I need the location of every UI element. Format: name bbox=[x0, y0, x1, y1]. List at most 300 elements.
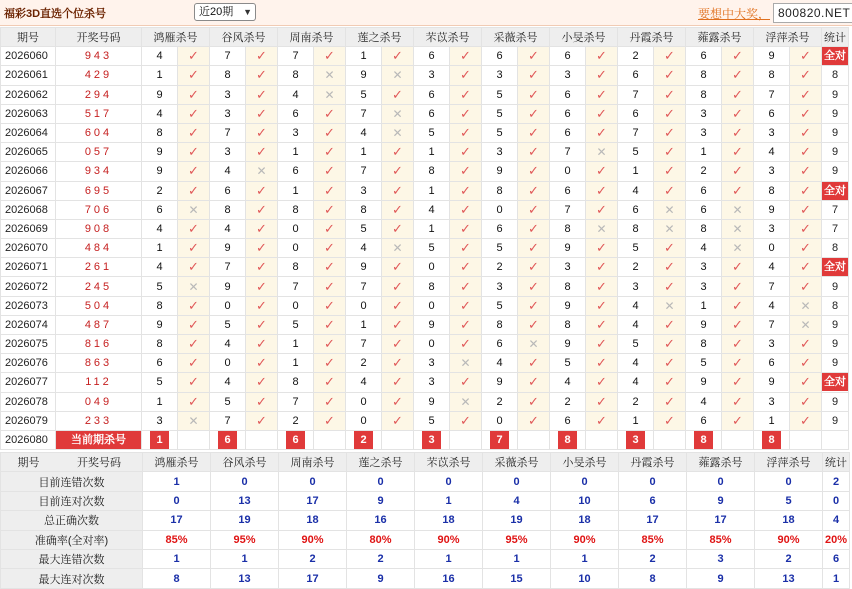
kill-number-cell: 6 bbox=[618, 104, 654, 123]
kill-number-cell: 4 bbox=[754, 296, 790, 315]
check-icon: ✓ bbox=[596, 86, 607, 102]
check-icon: ✓ bbox=[528, 67, 539, 83]
stats-value: 8 bbox=[619, 569, 687, 588]
period-cell: 2026060 bbox=[1, 47, 56, 66]
period-cell: 2026074 bbox=[1, 315, 56, 334]
check-icon: ✓ bbox=[528, 201, 539, 217]
check-icon: ✓ bbox=[188, 393, 199, 409]
result-mark-cell bbox=[722, 143, 754, 162]
result-mark-cell bbox=[246, 85, 278, 104]
cross-icon: ✕ bbox=[664, 221, 675, 236]
check-icon: ✓ bbox=[324, 393, 335, 409]
column-header: 统计 bbox=[822, 28, 849, 47]
result-mark-cell bbox=[178, 200, 210, 219]
kill-number-cell: 1 bbox=[346, 143, 382, 162]
kill-number-cell: 3 bbox=[414, 66, 450, 85]
column-header: 莲之杀号 bbox=[347, 453, 415, 472]
result-mark-cell bbox=[314, 296, 346, 315]
result-mark-cell bbox=[654, 219, 686, 238]
period-cell: 2026070 bbox=[1, 239, 56, 258]
kill-number-cell: 1 bbox=[686, 296, 722, 315]
column-header: 丹霞杀号 bbox=[619, 453, 687, 472]
kill-number-cell: 6 bbox=[754, 354, 790, 373]
stats-value: 15 bbox=[483, 569, 551, 588]
kill-number-cell: 6 bbox=[550, 123, 586, 142]
blank-cell bbox=[790, 430, 822, 449]
stats-value: 16 bbox=[415, 569, 483, 588]
result-mark-cell bbox=[722, 200, 754, 219]
check-icon: ✓ bbox=[664, 355, 675, 371]
kill-number-cell: 1 bbox=[278, 181, 314, 200]
column-header: 鸿雁杀号 bbox=[142, 28, 210, 47]
check-icon: ✓ bbox=[188, 67, 199, 83]
result-mark-cell bbox=[790, 411, 822, 430]
result-mark-cell bbox=[178, 181, 210, 200]
stats-value: 3 bbox=[687, 549, 755, 568]
check-icon: ✓ bbox=[256, 144, 267, 160]
kill-number-cell: 9 bbox=[142, 162, 178, 181]
blank-cell bbox=[178, 430, 210, 449]
kill-number-cell: 0 bbox=[482, 200, 518, 219]
table-row bbox=[1, 335, 849, 354]
kill-number-cell: 1 bbox=[278, 143, 314, 162]
stats-value: 2 bbox=[347, 549, 415, 568]
check-icon: ✓ bbox=[392, 163, 403, 179]
kill-number-cell: 7 bbox=[278, 47, 314, 66]
check-icon: ✓ bbox=[800, 48, 811, 64]
kill-number-cell: 4 bbox=[618, 354, 654, 373]
kill-number-cell: 3 bbox=[210, 143, 246, 162]
period-cell: 2026068 bbox=[1, 200, 56, 219]
kill-number-cell: 3 bbox=[210, 104, 246, 123]
check-icon: ✓ bbox=[256, 86, 267, 102]
result-mark-cell bbox=[178, 47, 210, 66]
kill-number-cell: 4 bbox=[618, 373, 654, 392]
result-mark-cell bbox=[790, 219, 822, 238]
kill-number-cell: 7 bbox=[210, 47, 246, 66]
stats-value: 10 bbox=[551, 569, 619, 588]
result-mark-cell bbox=[654, 200, 686, 219]
column-header: 鸿雁杀号 bbox=[143, 453, 211, 472]
blank-cell bbox=[654, 430, 686, 449]
stat-cell bbox=[822, 181, 849, 200]
result-mark-cell bbox=[314, 335, 346, 354]
result-mark-cell bbox=[178, 162, 210, 181]
kill-number-cell: 6 bbox=[686, 411, 722, 430]
kill-number-cell: 8 bbox=[278, 258, 314, 277]
kill-number-cell: 0 bbox=[482, 411, 518, 430]
check-icon: ✓ bbox=[392, 278, 403, 294]
kill-number-cell: 7 bbox=[618, 85, 654, 104]
check-icon: ✓ bbox=[460, 201, 471, 217]
table-row bbox=[1, 354, 849, 373]
result-mark-cell bbox=[246, 239, 278, 258]
kill-number-cell: 5 bbox=[278, 315, 314, 334]
table-row bbox=[1, 239, 849, 258]
cross-icon: ✕ bbox=[460, 394, 471, 409]
result-mark-cell bbox=[518, 373, 550, 392]
check-icon: ✓ bbox=[528, 105, 539, 121]
kill-number-cell: 6 bbox=[618, 200, 654, 219]
kill-number-cell: 2 bbox=[278, 411, 314, 430]
check-icon: ✓ bbox=[596, 278, 607, 294]
current-kill-cell bbox=[550, 430, 586, 449]
check-icon: ✓ bbox=[800, 182, 811, 198]
result-mark-cell bbox=[178, 392, 210, 411]
check-icon: ✓ bbox=[392, 48, 403, 64]
result-mark-cell bbox=[586, 85, 618, 104]
check-icon: ✓ bbox=[324, 259, 335, 275]
check-icon: ✓ bbox=[460, 278, 471, 294]
result-mark-cell bbox=[382, 181, 414, 200]
current-kill-badge: 6 bbox=[286, 431, 304, 449]
kill-number-cell: 8 bbox=[686, 85, 722, 104]
result-mark-cell bbox=[654, 392, 686, 411]
kill-number-cell: 6 bbox=[414, 85, 450, 104]
result-mark-cell bbox=[518, 315, 550, 334]
result-mark-cell bbox=[450, 200, 482, 219]
cross-icon: ✕ bbox=[392, 106, 403, 121]
stat-cell: 8 bbox=[822, 239, 849, 258]
kill-number-cell: 9 bbox=[210, 239, 246, 258]
check-icon: ✓ bbox=[732, 412, 743, 428]
stats-label: 准确率(全对率) bbox=[1, 530, 143, 549]
check-icon: ✓ bbox=[460, 105, 471, 121]
current-kill-cell bbox=[482, 430, 518, 449]
stat-cell: 9 bbox=[822, 123, 849, 142]
result-mark-cell bbox=[450, 181, 482, 200]
result-mark-cell bbox=[314, 239, 346, 258]
stats-value: 85% bbox=[143, 530, 211, 549]
check-icon: ✓ bbox=[460, 48, 471, 64]
result-mark-cell bbox=[450, 354, 482, 373]
result-mark-cell bbox=[790, 258, 822, 277]
result-mark-cell bbox=[790, 85, 822, 104]
check-icon: ✓ bbox=[800, 374, 811, 390]
kill-number-cell: 5 bbox=[414, 411, 450, 430]
kill-number-cell: 2 bbox=[618, 258, 654, 277]
result-mark-cell bbox=[450, 258, 482, 277]
result-mark-cell bbox=[790, 239, 822, 258]
current-period-row bbox=[1, 430, 849, 449]
check-icon: ✓ bbox=[800, 278, 811, 294]
kill-number-cell: 5 bbox=[482, 85, 518, 104]
kill-number-cell: 8 bbox=[142, 123, 178, 142]
check-icon: ✓ bbox=[324, 297, 335, 313]
result-mark-cell bbox=[654, 296, 686, 315]
result-mark-cell bbox=[518, 258, 550, 277]
table-row bbox=[1, 200, 849, 219]
kill-number-cell: 0 bbox=[346, 296, 382, 315]
check-icon: ✓ bbox=[324, 220, 335, 236]
stats-value: 0 bbox=[143, 491, 211, 510]
result-mark-cell bbox=[382, 258, 414, 277]
kill-number-cell: 8 bbox=[686, 335, 722, 354]
kill-number-cell: 7 bbox=[346, 162, 382, 181]
stats-value: 85% bbox=[619, 530, 687, 549]
result-mark-cell bbox=[314, 181, 346, 200]
check-icon: ✓ bbox=[392, 374, 403, 390]
kill-number-cell: 2 bbox=[686, 162, 722, 181]
result-mark-cell bbox=[518, 123, 550, 142]
kill-number-cell: 5 bbox=[550, 354, 586, 373]
kill-number-cell: 3 bbox=[550, 258, 586, 277]
kill-number-cell: 4 bbox=[142, 219, 178, 238]
stats-value: 90% bbox=[755, 530, 823, 549]
kill-number-cell: 5 bbox=[142, 277, 178, 296]
top-bar bbox=[0, 0, 852, 26]
result-mark-cell bbox=[586, 411, 618, 430]
kill-number-cell: 4 bbox=[346, 239, 382, 258]
check-icon: ✓ bbox=[188, 48, 199, 64]
table-row bbox=[1, 143, 849, 162]
stats-value: 19 bbox=[483, 511, 551, 530]
draw-number-cell: 908 bbox=[56, 219, 142, 238]
check-icon: ✓ bbox=[460, 240, 471, 256]
check-icon: ✓ bbox=[256, 201, 267, 217]
stats-value: 10 bbox=[551, 491, 619, 510]
stats-value: 1 bbox=[143, 549, 211, 568]
check-icon: ✓ bbox=[528, 297, 539, 313]
check-icon: ✓ bbox=[256, 336, 267, 352]
result-mark-cell bbox=[178, 123, 210, 142]
stats-value: 2 bbox=[619, 549, 687, 568]
result-mark-cell bbox=[586, 315, 618, 334]
check-icon: ✓ bbox=[460, 374, 471, 390]
result-mark-cell bbox=[450, 411, 482, 430]
result-mark-cell bbox=[722, 219, 754, 238]
table-row bbox=[1, 219, 849, 238]
result-mark-cell bbox=[178, 411, 210, 430]
stats-value: 1 bbox=[211, 549, 279, 568]
kill-number-cell: 8 bbox=[686, 219, 722, 238]
check-icon: ✓ bbox=[800, 220, 811, 236]
check-icon: ✓ bbox=[460, 86, 471, 102]
stats-label: 总正确次数 bbox=[1, 511, 143, 530]
kill-number-cell: 8 bbox=[482, 315, 518, 334]
result-mark-cell bbox=[722, 411, 754, 430]
result-mark-cell bbox=[790, 47, 822, 66]
check-icon: ✓ bbox=[256, 393, 267, 409]
check-icon: ✓ bbox=[732, 278, 743, 294]
kill-number-cell: 8 bbox=[142, 335, 178, 354]
result-mark-cell bbox=[246, 143, 278, 162]
result-mark-cell bbox=[654, 258, 686, 277]
check-icon: ✓ bbox=[256, 297, 267, 313]
result-mark-cell bbox=[450, 392, 482, 411]
check-icon: ✓ bbox=[324, 144, 335, 160]
stats-row bbox=[1, 511, 850, 530]
kill-number-cell: 8 bbox=[414, 277, 450, 296]
kill-number-cell: 0 bbox=[346, 392, 382, 411]
result-mark-cell bbox=[518, 296, 550, 315]
blank-cell bbox=[246, 430, 278, 449]
result-mark-cell bbox=[518, 104, 550, 123]
kill-number-cell: 3 bbox=[482, 277, 518, 296]
check-icon: ✓ bbox=[324, 48, 335, 64]
result-mark-cell bbox=[586, 373, 618, 392]
result-mark-cell bbox=[654, 143, 686, 162]
check-icon: ✓ bbox=[800, 393, 811, 409]
kill-number-cell: 7 bbox=[210, 411, 246, 430]
kill-number-cell: 8 bbox=[210, 66, 246, 85]
kill-number-cell: 8 bbox=[278, 66, 314, 85]
result-mark-cell bbox=[654, 239, 686, 258]
check-icon: ✓ bbox=[188, 259, 199, 275]
kill-number-cell: 5 bbox=[686, 354, 722, 373]
blank-cell bbox=[822, 430, 849, 449]
stats-value: 0 bbox=[415, 472, 483, 491]
result-mark-cell bbox=[790, 315, 822, 334]
kill-number-cell: 9 bbox=[550, 296, 586, 315]
check-icon: ✓ bbox=[324, 240, 335, 256]
result-mark-cell bbox=[790, 143, 822, 162]
check-icon: ✓ bbox=[392, 297, 403, 313]
check-icon: ✓ bbox=[664, 316, 675, 332]
stat-cell: 7 bbox=[822, 219, 849, 238]
period-cell: 2026067 bbox=[1, 181, 56, 200]
result-mark-cell bbox=[722, 162, 754, 181]
current-kill-cell bbox=[754, 430, 790, 449]
result-mark-cell bbox=[382, 335, 414, 354]
stats-value: 4 bbox=[483, 491, 551, 510]
kill-number-cell: 9 bbox=[550, 239, 586, 258]
result-mark-cell bbox=[246, 123, 278, 142]
result-mark-cell bbox=[178, 66, 210, 85]
kill-number-cell: 0 bbox=[346, 411, 382, 430]
kill-number-cell: 6 bbox=[414, 104, 450, 123]
check-icon: ✓ bbox=[596, 125, 607, 141]
check-icon: ✓ bbox=[664, 105, 675, 121]
kill-number-cell: 4 bbox=[618, 315, 654, 334]
result-mark-cell bbox=[382, 411, 414, 430]
kill-number-cell: 3 bbox=[618, 277, 654, 296]
result-mark-cell bbox=[178, 239, 210, 258]
result-mark-cell bbox=[722, 258, 754, 277]
promo-link[interactable]: 要想中大奖， bbox=[698, 7, 771, 21]
stats-value: 13 bbox=[211, 491, 279, 510]
result-mark-cell bbox=[314, 104, 346, 123]
result-mark-cell bbox=[382, 315, 414, 334]
kill-number-cell: 5 bbox=[414, 123, 450, 142]
kill-number-cell: 4 bbox=[686, 239, 722, 258]
check-icon: ✓ bbox=[256, 374, 267, 390]
kill-number-cell: 8 bbox=[278, 373, 314, 392]
result-mark-cell bbox=[382, 85, 414, 104]
check-icon: ✓ bbox=[324, 316, 335, 332]
current-kill-cell bbox=[414, 430, 450, 449]
stat-cell bbox=[822, 258, 849, 277]
current-kill-cell bbox=[618, 430, 654, 449]
stat-cell: 7 bbox=[822, 200, 849, 219]
check-icon: ✓ bbox=[392, 201, 403, 217]
stats-value: 95% bbox=[211, 530, 279, 549]
kill-number-cell: 5 bbox=[618, 143, 654, 162]
result-mark-cell bbox=[246, 181, 278, 200]
stat-cell: 9 bbox=[822, 392, 849, 411]
column-header: 浮萍杀号 bbox=[755, 453, 823, 472]
check-icon: ✓ bbox=[460, 182, 471, 198]
page-title: 福彩3D直选个位杀号 bbox=[4, 8, 107, 20]
kill-number-cell: 1 bbox=[686, 143, 722, 162]
check-icon: ✓ bbox=[392, 393, 403, 409]
check-icon: ✓ bbox=[664, 182, 675, 198]
cross-icon: ✕ bbox=[392, 241, 403, 256]
result-mark-cell bbox=[450, 373, 482, 392]
check-icon: ✓ bbox=[664, 374, 675, 390]
result-mark-cell bbox=[314, 258, 346, 277]
check-icon: ✓ bbox=[188, 86, 199, 102]
stats-value: 8 bbox=[143, 569, 211, 588]
check-icon: ✓ bbox=[596, 316, 607, 332]
result-mark-cell bbox=[518, 200, 550, 219]
period-range-select[interactable] bbox=[194, 3, 256, 21]
column-header: 谷风杀号 bbox=[211, 453, 279, 472]
kill-number-cell: 3 bbox=[482, 66, 518, 85]
kill-number-cell: 5 bbox=[482, 123, 518, 142]
stats-value: 2 bbox=[755, 549, 823, 568]
result-mark-cell bbox=[382, 354, 414, 373]
check-icon: ✓ bbox=[732, 163, 743, 179]
check-icon: ✓ bbox=[528, 220, 539, 236]
stat-cell: 9 bbox=[822, 85, 849, 104]
check-icon: ✓ bbox=[596, 374, 607, 390]
table-row bbox=[1, 277, 849, 296]
cross-icon: ✕ bbox=[188, 202, 199, 217]
table-row bbox=[1, 104, 849, 123]
result-mark-cell bbox=[722, 296, 754, 315]
kill-number-cell: 4 bbox=[346, 373, 382, 392]
result-mark-cell bbox=[178, 143, 210, 162]
kill-number-cell: 1 bbox=[278, 335, 314, 354]
cross-icon: ✕ bbox=[732, 202, 743, 217]
draw-number-cell: 429 bbox=[56, 66, 142, 85]
check-icon: ✓ bbox=[188, 163, 199, 179]
column-header: 蕹露杀号 bbox=[686, 28, 754, 47]
draw-number-cell: 245 bbox=[56, 277, 142, 296]
period-cell: 2026071 bbox=[1, 258, 56, 277]
result-mark-cell bbox=[790, 123, 822, 142]
kill-number-cell: 0 bbox=[278, 239, 314, 258]
draw-number-cell: 487 bbox=[56, 315, 142, 334]
stats-row bbox=[1, 472, 850, 491]
kill-number-cell: 8 bbox=[142, 296, 178, 315]
stat-cell bbox=[822, 373, 849, 392]
check-icon: ✓ bbox=[800, 144, 811, 160]
draw-number-cell: 049 bbox=[56, 392, 142, 411]
stat-cell bbox=[822, 47, 849, 66]
current-kill-cell bbox=[686, 430, 722, 449]
kill-number-cell: 8 bbox=[686, 66, 722, 85]
result-mark-cell bbox=[450, 66, 482, 85]
brand-logo[interactable]: 800820.NET bbox=[773, 3, 852, 23]
result-mark-cell bbox=[790, 200, 822, 219]
kill-number-cell: 6 bbox=[414, 47, 450, 66]
check-icon: ✓ bbox=[596, 297, 607, 313]
kill-number-cell: 4 bbox=[142, 104, 178, 123]
result-mark-cell bbox=[178, 85, 210, 104]
result-mark-cell bbox=[586, 258, 618, 277]
check-icon: ✓ bbox=[596, 393, 607, 409]
kill-number-cell: 1 bbox=[142, 66, 178, 85]
kill-number-cell: 6 bbox=[550, 85, 586, 104]
stats-value: 9 bbox=[347, 569, 415, 588]
check-icon: ✓ bbox=[324, 374, 335, 390]
check-icon: ✓ bbox=[256, 278, 267, 294]
stats-value: 90% bbox=[279, 530, 347, 549]
check-icon: ✓ bbox=[256, 259, 267, 275]
check-icon: ✓ bbox=[324, 105, 335, 121]
